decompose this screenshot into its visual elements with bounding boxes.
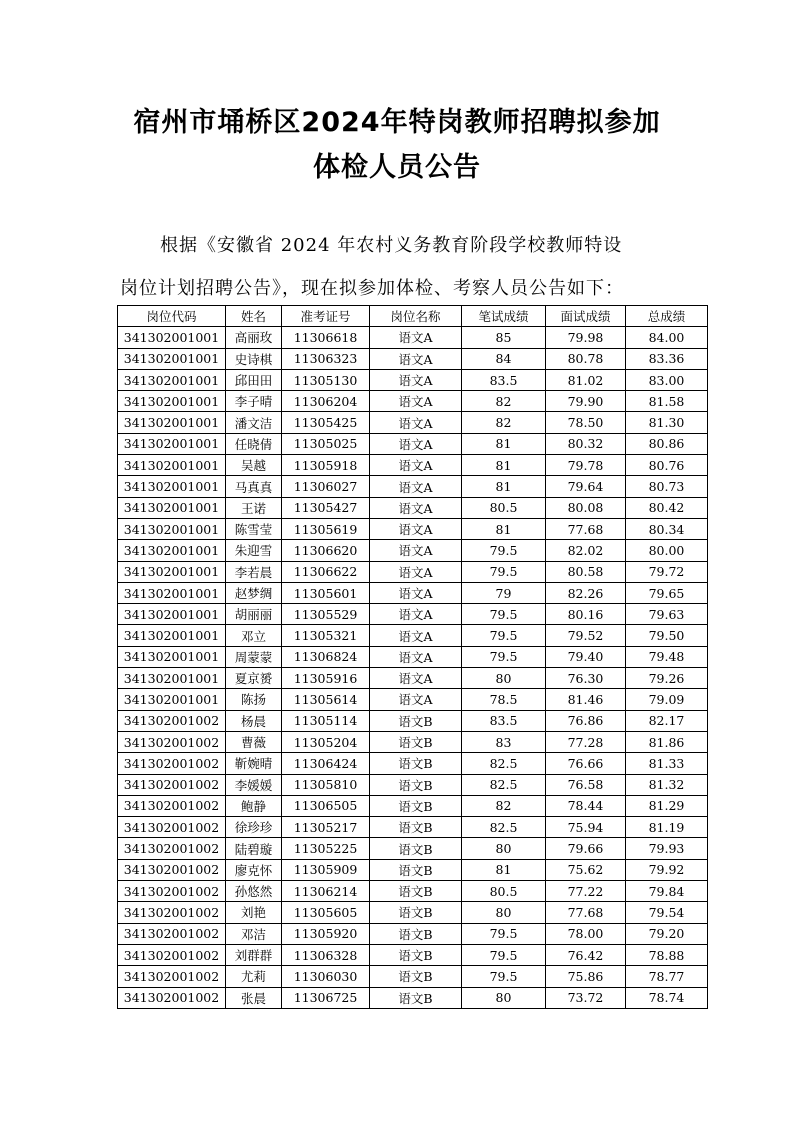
written-score-cell: 82 — [462, 795, 546, 816]
position-code-cell: 341302001001 — [118, 689, 226, 710]
table-row — [118, 646, 708, 667]
total-score-cell: 78.74 — [626, 987, 708, 1008]
table-row — [118, 412, 708, 433]
name-cell: 廖克怀 — [226, 859, 282, 880]
written-score-cell: 78.5 — [462, 689, 546, 710]
header-position-name: 岗位名称 — [370, 306, 462, 327]
position-code-cell: 341302001002 — [118, 923, 226, 944]
position-name-cell: 语文A — [370, 369, 462, 390]
total-score-cell: 79.93 — [626, 838, 708, 859]
position-name-cell: 语文B — [370, 859, 462, 880]
exam-id-cell: 11305204 — [282, 731, 370, 752]
position-code-cell: 341302001001 — [118, 348, 226, 369]
exam-id-cell: 11306323 — [282, 348, 370, 369]
exam-id-cell: 11305425 — [282, 412, 370, 433]
table-row — [118, 966, 708, 987]
exam-id-cell: 11305619 — [282, 518, 370, 539]
position-name-cell: 语文B — [370, 966, 462, 987]
position-name-cell: 语文A — [370, 604, 462, 625]
interview-score-cell: 77.22 — [546, 881, 626, 902]
total-score-cell: 80.73 — [626, 476, 708, 497]
table-row — [118, 391, 708, 412]
position-name-cell: 语文B — [370, 753, 462, 774]
exam-id-cell: 11305025 — [282, 433, 370, 454]
position-name-cell: 语文B — [370, 710, 462, 731]
header-exam-id: 准考证号 — [282, 306, 370, 327]
position-name-cell: 语文B — [370, 774, 462, 795]
exam-id-cell: 11305427 — [282, 497, 370, 518]
exam-id-cell: 11305605 — [282, 902, 370, 923]
written-score-cell: 83.5 — [462, 710, 546, 731]
name-cell: 李子晴 — [226, 391, 282, 412]
name-cell: 曹薇 — [226, 731, 282, 752]
written-score-cell: 79.5 — [462, 646, 546, 667]
exam-id-cell: 11305916 — [282, 668, 370, 689]
written-score-cell: 81 — [462, 433, 546, 454]
total-score-cell: 80.00 — [626, 540, 708, 561]
exam-id-cell: 11306618 — [282, 327, 370, 348]
table-row — [118, 987, 708, 1008]
name-cell: 潘文洁 — [226, 412, 282, 433]
header-total-score: 总成绩 — [626, 306, 708, 327]
written-score-cell: 79.5 — [462, 625, 546, 646]
table-row — [118, 455, 708, 476]
table-row — [118, 774, 708, 795]
position-code-cell: 341302001002 — [118, 731, 226, 752]
position-name-cell: 语文B — [370, 817, 462, 838]
table-row — [118, 710, 708, 731]
exam-id-cell: 11306027 — [282, 476, 370, 497]
written-score-cell: 79.5 — [462, 604, 546, 625]
interview-score-cell: 76.66 — [546, 753, 626, 774]
written-score-cell: 82.5 — [462, 817, 546, 838]
table-row — [118, 944, 708, 965]
position-code-cell: 341302001002 — [118, 710, 226, 731]
position-code-cell: 341302001002 — [118, 817, 226, 838]
written-score-cell: 82 — [462, 412, 546, 433]
position-name-cell: 语文B — [370, 944, 462, 965]
exam-id-cell: 11305909 — [282, 859, 370, 880]
written-score-cell: 79 — [462, 582, 546, 603]
position-code-cell: 341302001002 — [118, 753, 226, 774]
written-score-cell: 81 — [462, 518, 546, 539]
table-row — [118, 668, 708, 689]
name-cell: 孙悠然 — [226, 881, 282, 902]
interview-score-cell: 78.00 — [546, 923, 626, 944]
position-code-cell: 341302001001 — [118, 327, 226, 348]
name-cell: 刘艳 — [226, 902, 282, 923]
position-name-cell: 语文A — [370, 518, 462, 539]
exam-id-cell: 11306328 — [282, 944, 370, 965]
position-code-cell: 341302001001 — [118, 582, 226, 603]
position-name-cell: 语文A — [370, 646, 462, 667]
position-code-cell: 341302001001 — [118, 412, 226, 433]
name-cell: 夏京赟 — [226, 668, 282, 689]
position-name-cell: 语文A — [370, 433, 462, 454]
position-code-cell: 341302001002 — [118, 838, 226, 859]
total-score-cell: 81.32 — [626, 774, 708, 795]
position-name-cell: 语文B — [370, 902, 462, 923]
position-code-cell: 341302001001 — [118, 646, 226, 667]
total-score-cell: 81.33 — [626, 753, 708, 774]
table-row — [118, 838, 708, 859]
position-code-cell: 341302001002 — [118, 881, 226, 902]
written-score-cell: 79.5 — [462, 540, 546, 561]
name-cell: 陆碧璇 — [226, 838, 282, 859]
total-score-cell: 79.20 — [626, 923, 708, 944]
name-cell: 鲍静 — [226, 795, 282, 816]
exam-id-cell: 11305918 — [282, 455, 370, 476]
exam-id-cell: 11305529 — [282, 604, 370, 625]
written-score-cell: 79.5 — [462, 966, 546, 987]
position-name-cell: 语文B — [370, 987, 462, 1008]
name-cell: 任晓倩 — [226, 433, 282, 454]
table-row — [118, 817, 708, 838]
position-name-cell: 语文A — [370, 561, 462, 582]
total-score-cell: 78.77 — [626, 966, 708, 987]
total-score-cell: 79.09 — [626, 689, 708, 710]
exam-id-cell: 11306824 — [282, 646, 370, 667]
position-name-cell: 语文B — [370, 795, 462, 816]
table-row — [118, 859, 708, 880]
interview-score-cell: 79.64 — [546, 476, 626, 497]
table-row — [118, 540, 708, 561]
position-name-cell: 语文A — [370, 497, 462, 518]
header-name: 姓名 — [226, 306, 282, 327]
exam-id-cell: 11305810 — [282, 774, 370, 795]
name-cell: 徐珍珍 — [226, 817, 282, 838]
interview-score-cell: 79.66 — [546, 838, 626, 859]
interview-score-cell: 80.78 — [546, 348, 626, 369]
name-cell: 史诗棋 — [226, 348, 282, 369]
header-interview-score: 面试成绩 — [546, 306, 626, 327]
written-score-cell: 81 — [462, 859, 546, 880]
position-code-cell: 341302001001 — [118, 391, 226, 412]
total-score-cell: 81.30 — [626, 412, 708, 433]
exam-id-cell: 11305614 — [282, 689, 370, 710]
table-row — [118, 604, 708, 625]
written-score-cell: 79.5 — [462, 561, 546, 582]
interview-score-cell: 78.44 — [546, 795, 626, 816]
position-name-cell: 语文A — [370, 327, 462, 348]
interview-score-cell: 76.58 — [546, 774, 626, 795]
table-row — [118, 625, 708, 646]
exam-id-cell: 11305321 — [282, 625, 370, 646]
exam-id-cell: 11306725 — [282, 987, 370, 1008]
written-score-cell: 84 — [462, 348, 546, 369]
table-row — [118, 902, 708, 923]
total-score-cell: 79.65 — [626, 582, 708, 603]
table-row — [118, 795, 708, 816]
interview-score-cell: 76.42 — [546, 944, 626, 965]
exam-id-cell: 11305217 — [282, 817, 370, 838]
exam-id-cell: 11306622 — [282, 561, 370, 582]
position-code-cell: 341302001001 — [118, 497, 226, 518]
total-score-cell: 83.36 — [626, 348, 708, 369]
total-score-cell: 81.58 — [626, 391, 708, 412]
table-row — [118, 497, 708, 518]
exam-id-cell: 11306424 — [282, 753, 370, 774]
interview-score-cell: 76.86 — [546, 710, 626, 731]
name-cell: 胡丽丽 — [226, 604, 282, 625]
total-score-cell: 82.17 — [626, 710, 708, 731]
table-row — [118, 369, 708, 390]
table-row — [118, 433, 708, 454]
total-score-cell: 79.92 — [626, 859, 708, 880]
position-code-cell: 341302001001 — [118, 455, 226, 476]
position-name-cell: 语文A — [370, 668, 462, 689]
position-name-cell: 语文B — [370, 881, 462, 902]
written-score-cell: 81 — [462, 476, 546, 497]
interview-score-cell: 81.02 — [546, 369, 626, 390]
written-score-cell: 80 — [462, 902, 546, 923]
written-score-cell: 80 — [462, 987, 546, 1008]
position-code-cell: 341302001002 — [118, 774, 226, 795]
position-code-cell: 341302001001 — [118, 369, 226, 390]
position-name-cell: 语文B — [370, 838, 462, 859]
position-name-cell: 语文A — [370, 412, 462, 433]
written-score-cell: 85 — [462, 327, 546, 348]
interview-score-cell: 79.98 — [546, 327, 626, 348]
position-code-cell: 341302001001 — [118, 476, 226, 497]
interview-score-cell: 82.02 — [546, 540, 626, 561]
position-code-cell: 341302001001 — [118, 540, 226, 561]
total-score-cell: 78.88 — [626, 944, 708, 965]
interview-score-cell: 77.68 — [546, 902, 626, 923]
interview-score-cell: 75.62 — [546, 859, 626, 880]
interview-score-cell: 80.16 — [546, 604, 626, 625]
interview-score-cell: 81.46 — [546, 689, 626, 710]
exam-id-cell: 11305225 — [282, 838, 370, 859]
interview-score-cell: 75.86 — [546, 966, 626, 987]
interview-score-cell: 73.72 — [546, 987, 626, 1008]
position-code-cell: 341302001001 — [118, 625, 226, 646]
position-code-cell: 341302001001 — [118, 604, 226, 625]
exam-id-cell: 11306620 — [282, 540, 370, 561]
document-title-line-2: 体检人员公告 — [313, 152, 481, 183]
table-row — [118, 731, 708, 752]
position-name-cell: 语文A — [370, 582, 462, 603]
table-row — [118, 881, 708, 902]
position-name-cell: 语文A — [370, 540, 462, 561]
name-cell: 张晨 — [226, 987, 282, 1008]
table-row — [118, 348, 708, 369]
exam-id-cell: 11305130 — [282, 369, 370, 390]
position-code-cell: 341302001002 — [118, 966, 226, 987]
table-body — [118, 327, 708, 1009]
table-row — [118, 561, 708, 582]
written-score-cell: 83.5 — [462, 369, 546, 390]
written-score-cell: 81 — [462, 455, 546, 476]
name-cell: 刘群群 — [226, 944, 282, 965]
total-score-cell: 84.00 — [626, 327, 708, 348]
position-code-cell: 341302001002 — [118, 795, 226, 816]
interview-score-cell: 75.94 — [546, 817, 626, 838]
position-code-cell: 341302001001 — [118, 561, 226, 582]
name-cell: 尤莉 — [226, 966, 282, 987]
table-row — [118, 327, 708, 348]
position-code-cell: 341302001002 — [118, 859, 226, 880]
name-cell: 王诺 — [226, 497, 282, 518]
name-cell: 杨晨 — [226, 710, 282, 731]
name-cell: 靳婉晴 — [226, 753, 282, 774]
total-score-cell: 79.72 — [626, 561, 708, 582]
name-cell: 邓立 — [226, 625, 282, 646]
header-written-score: 笔试成绩 — [462, 306, 546, 327]
written-score-cell: 80.5 — [462, 497, 546, 518]
exam-id-cell: 11305601 — [282, 582, 370, 603]
position-name-cell: 语文B — [370, 923, 462, 944]
table-row — [118, 476, 708, 497]
interview-score-cell: 80.08 — [546, 497, 626, 518]
exam-id-cell: 11306505 — [282, 795, 370, 816]
total-score-cell: 79.48 — [626, 646, 708, 667]
written-score-cell: 83 — [462, 731, 546, 752]
name-cell: 李媛媛 — [226, 774, 282, 795]
written-score-cell: 82 — [462, 391, 546, 412]
name-cell: 邱田田 — [226, 369, 282, 390]
document-title-line-1: 宿州市埇桥区2024年特岗教师招聘拟参加 — [133, 107, 661, 138]
name-cell: 周蒙蒙 — [226, 646, 282, 667]
total-score-cell: 79.63 — [626, 604, 708, 625]
total-score-cell: 80.76 — [626, 455, 708, 476]
exam-id-cell: 11305920 — [282, 923, 370, 944]
position-name-cell: 语文A — [370, 455, 462, 476]
interview-score-cell: 79.52 — [546, 625, 626, 646]
position-name-cell: 语文A — [370, 391, 462, 412]
table-row — [118, 923, 708, 944]
interview-score-cell: 82.26 — [546, 582, 626, 603]
candidate-score-table — [117, 305, 708, 1009]
interview-score-cell: 79.90 — [546, 391, 626, 412]
name-cell: 高丽玫 — [226, 327, 282, 348]
position-code-cell: 341302001002 — [118, 987, 226, 1008]
position-name-cell: 语文A — [370, 476, 462, 497]
position-code-cell: 341302001001 — [118, 433, 226, 454]
header-position-code: 岗位代码 — [118, 306, 226, 327]
name-cell: 马真真 — [226, 476, 282, 497]
written-score-cell: 82.5 — [462, 753, 546, 774]
total-score-cell: 80.42 — [626, 497, 708, 518]
table-row — [118, 753, 708, 774]
interview-score-cell: 79.40 — [546, 646, 626, 667]
name-cell: 李若晨 — [226, 561, 282, 582]
exam-id-cell: 11306030 — [282, 966, 370, 987]
position-name-cell: 语文A — [370, 689, 462, 710]
total-score-cell: 79.50 — [626, 625, 708, 646]
table-row — [118, 518, 708, 539]
position-code-cell: 341302001001 — [118, 668, 226, 689]
written-score-cell: 80.5 — [462, 881, 546, 902]
position-code-cell: 341302001002 — [118, 944, 226, 965]
exam-id-cell: 11305114 — [282, 710, 370, 731]
position-code-cell: 341302001001 — [118, 518, 226, 539]
table-header-row — [118, 306, 708, 327]
interview-score-cell: 78.50 — [546, 412, 626, 433]
total-score-cell: 79.84 — [626, 881, 708, 902]
written-score-cell: 79.5 — [462, 944, 546, 965]
table-row — [118, 689, 708, 710]
total-score-cell: 79.26 — [626, 668, 708, 689]
name-cell: 朱迎雪 — [226, 540, 282, 561]
name-cell: 陈扬 — [226, 689, 282, 710]
total-score-cell: 79.54 — [626, 902, 708, 923]
table-row — [118, 582, 708, 603]
exam-id-cell: 11306214 — [282, 881, 370, 902]
interview-score-cell: 76.30 — [546, 668, 626, 689]
interview-score-cell: 77.28 — [546, 731, 626, 752]
interview-score-cell: 77.68 — [546, 518, 626, 539]
position-code-cell: 341302001002 — [118, 902, 226, 923]
intro-paragraph-line-1: 根据《安徽省 2024 年农村义务教育阶段学校教师特设 — [160, 235, 623, 256]
name-cell: 吴越 — [226, 455, 282, 476]
total-score-cell: 80.34 — [626, 518, 708, 539]
name-cell: 陈雪莹 — [226, 518, 282, 539]
position-name-cell: 语文A — [370, 348, 462, 369]
name-cell: 邓洁 — [226, 923, 282, 944]
written-score-cell: 82.5 — [462, 774, 546, 795]
written-score-cell: 79.5 — [462, 923, 546, 944]
position-name-cell: 语文A — [370, 625, 462, 646]
interview-score-cell: 80.32 — [546, 433, 626, 454]
name-cell: 赵梦绸 — [226, 582, 282, 603]
intro-paragraph-line-2: 岗位计划招聘公告》，现在拟参加体检、考察人员公告如下： — [120, 278, 624, 299]
total-score-cell: 81.86 — [626, 731, 708, 752]
total-score-cell: 81.19 — [626, 817, 708, 838]
total-score-cell: 80.86 — [626, 433, 708, 454]
interview-score-cell: 79.78 — [546, 455, 626, 476]
total-score-cell: 83.00 — [626, 369, 708, 390]
position-name-cell: 语文B — [370, 731, 462, 752]
interview-score-cell: 80.58 — [546, 561, 626, 582]
written-score-cell: 80 — [462, 668, 546, 689]
written-score-cell: 80 — [462, 838, 546, 859]
total-score-cell: 81.29 — [626, 795, 708, 816]
exam-id-cell: 11306204 — [282, 391, 370, 412]
